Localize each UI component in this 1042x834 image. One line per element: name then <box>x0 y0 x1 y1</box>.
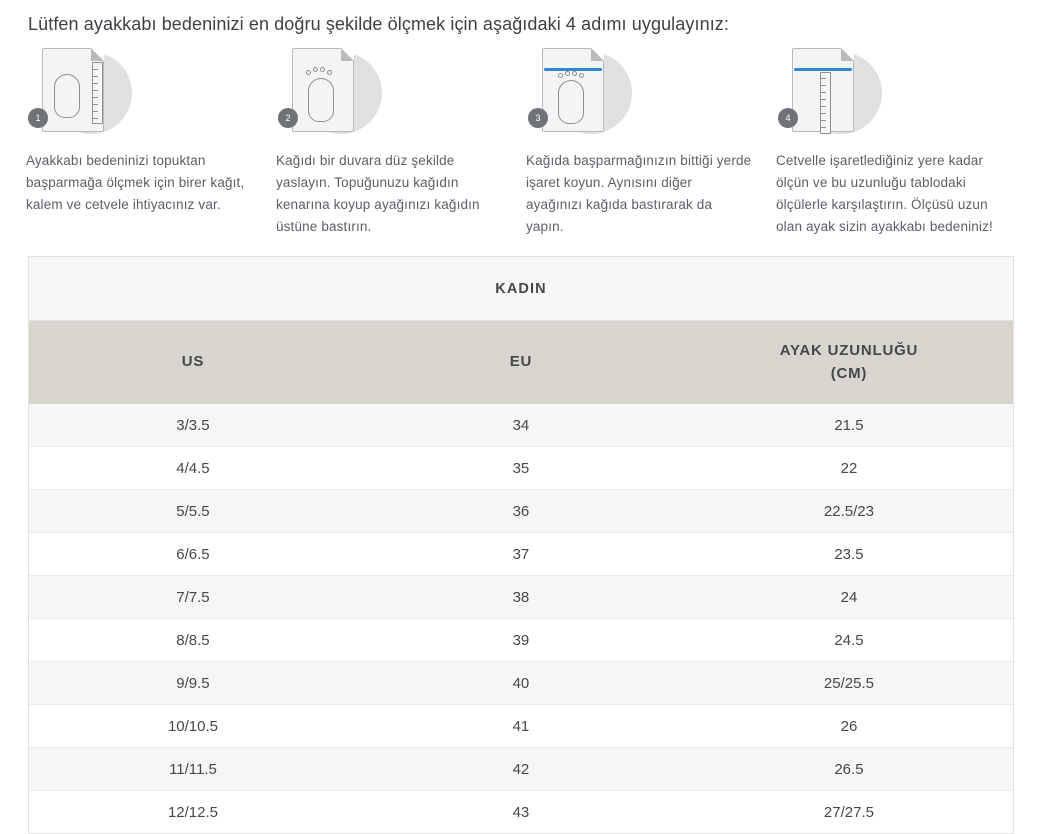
size-cell-us: 3/3.5 <box>29 404 357 447</box>
size-cell-eu: 38 <box>357 576 685 619</box>
size-cell-us: 8/8.5 <box>29 619 357 662</box>
size-cell-foot-length: 22 <box>685 447 1013 490</box>
size-cell-eu: 39 <box>357 619 685 662</box>
step-3-badge: 3 <box>528 108 548 128</box>
toe-icon <box>327 70 332 75</box>
step-1-illustration <box>28 46 158 136</box>
toe-icon <box>313 67 318 72</box>
table-title-row <box>29 257 1013 321</box>
step-1 <box>24 46 274 237</box>
size-cell-eu: 41 <box>357 705 685 748</box>
footprint-icon <box>558 80 584 124</box>
table-row <box>29 490 1013 533</box>
size-cell-foot-length: 24.5 <box>685 619 1013 662</box>
step-1-text: Ayakkabı bedeninizi topuktan başparmağa ölçmek için birer kağıt, kalem ve cetvele ihtiyacınız var. <box>26 153 245 212</box>
size-cell-eu: 34 <box>357 404 685 447</box>
table-row <box>29 748 1013 791</box>
table-title: KADIN <box>29 257 1013 321</box>
step-3-illustration <box>528 46 658 136</box>
step-2 <box>274 46 524 237</box>
step-4-illustration <box>778 46 908 136</box>
step-4-text: Cetvelle işaretlediğiniz yere kadar ölçün ve bu uzunluğu tablodaki ölçülerle karşılaştırın. Ölçüsü uzun olan ayak sizin ayakkabı bedeniniz! <box>776 153 993 234</box>
size-cell-foot-length: 26.5 <box>685 748 1013 791</box>
size-cell-us: 4/4.5 <box>29 447 357 490</box>
table-row <box>29 791 1013 834</box>
column-header-foot-length-line1: AYAK UZUNLUĞU <box>779 342 919 359</box>
size-cell-us: 11/11.5 <box>29 748 357 791</box>
column-header-foot-length <box>685 321 1013 405</box>
toe-icon <box>558 73 563 78</box>
step-2-badge: 2 <box>278 108 298 128</box>
size-cell-us: 9/9.5 <box>29 662 357 705</box>
footprint-icon <box>54 74 80 118</box>
table-row <box>29 576 1013 619</box>
table-row <box>29 705 1013 748</box>
step-3-text: Kağıda başparmağınızın bittiği yerde işaret koyun. Aynısını diğer ayağınızı kağıda bastırarak da yapın. <box>526 153 752 234</box>
page-title: Lütfen ayakkabı bedeninizi en doğru şekilde ölçmek için aşağıdaki 4 adımı uygulayınız: <box>28 14 730 34</box>
step-4 <box>774 46 1024 237</box>
size-cell-us: 6/6.5 <box>29 533 357 576</box>
size-cell-us: 7/7.5 <box>29 576 357 619</box>
step-4-badge: 4 <box>778 108 798 128</box>
size-cell-foot-length: 22.5/23 <box>685 490 1013 533</box>
size-table <box>29 257 1013 833</box>
size-cell-eu: 36 <box>357 490 685 533</box>
toe-icon <box>572 71 577 76</box>
table-row <box>29 533 1013 576</box>
measurement-steps <box>24 46 1024 237</box>
column-header-foot-length-line2: (CM) <box>830 364 868 382</box>
table-body <box>29 404 1013 833</box>
size-cell-foot-length: 26 <box>685 705 1013 748</box>
size-cell-foot-length: 27/27.5 <box>685 791 1013 834</box>
ruler-icon <box>92 62 103 124</box>
size-cell-us: 5/5.5 <box>29 490 357 533</box>
size-cell-foot-length: 23.5 <box>685 533 1013 576</box>
column-header-eu: EU <box>357 321 685 405</box>
table-row <box>29 404 1013 447</box>
step-2-text: Kağıdı bir duvara düz şekilde yaslayın. Topuğunuzu kağıdın kenarına koyup ayağınızı kağıdın üstüne bastırın. <box>276 153 480 234</box>
size-cell-us: 10/10.5 <box>29 705 357 748</box>
size-cell-us: 12/12.5 <box>29 791 357 834</box>
toe-icon <box>320 67 325 72</box>
size-cell-eu: 35 <box>357 447 685 490</box>
table-row <box>29 662 1013 705</box>
size-cell-eu: 40 <box>357 662 685 705</box>
size-cell-eu: 43 <box>357 791 685 834</box>
size-cell-foot-length: 21.5 <box>685 404 1013 447</box>
footprint-icon <box>308 78 334 122</box>
toe-icon <box>579 73 584 78</box>
ruler-icon <box>820 72 831 134</box>
size-cell-eu: 37 <box>357 533 685 576</box>
table-row <box>29 619 1013 662</box>
column-header-us: US <box>29 321 357 405</box>
step-2-illustration <box>278 46 408 136</box>
mark-line-icon <box>794 68 852 71</box>
step-1-badge: 1 <box>28 108 48 128</box>
size-cell-foot-length: 24 <box>685 576 1013 619</box>
size-cell-foot-length: 25/25.5 <box>685 662 1013 705</box>
size-cell-eu: 42 <box>357 748 685 791</box>
toe-icon <box>565 71 570 76</box>
table-row <box>29 447 1013 490</box>
step-3 <box>524 46 774 237</box>
table-header-row <box>29 321 1013 405</box>
toe-icon <box>306 70 311 75</box>
size-table-container <box>28 256 1014 834</box>
